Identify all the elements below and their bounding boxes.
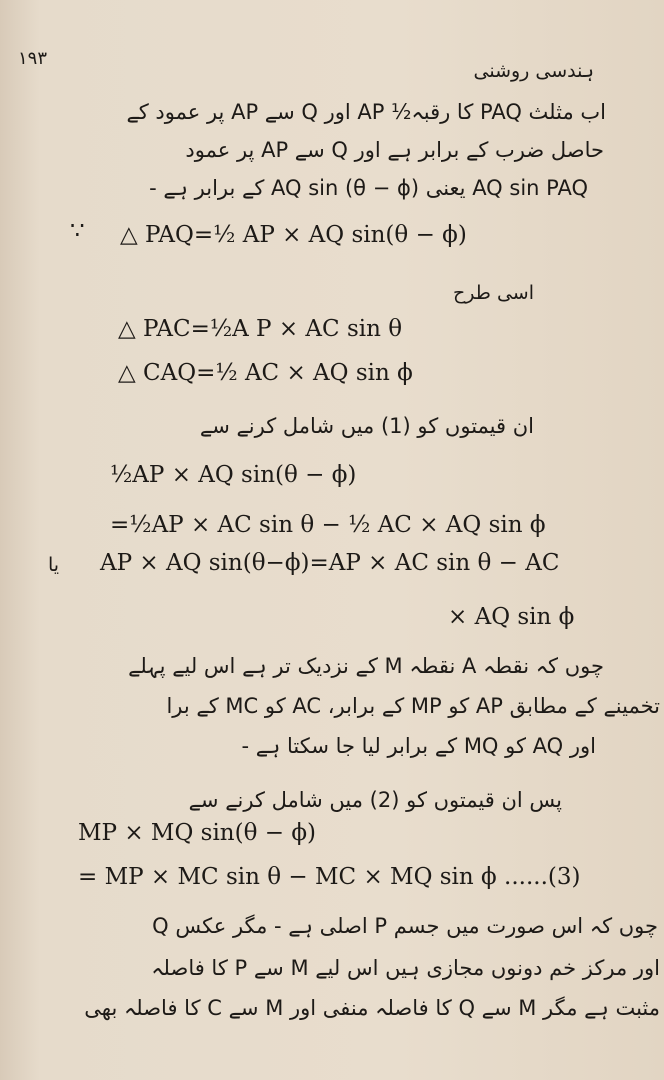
or-label: یا bbox=[48, 554, 60, 576]
paragraph-1-line-1: اب مثلث PAQ کا رقبہ½ AP اور Q سے AP پر عمود کے bbox=[126, 100, 606, 124]
paragraph-3-line-3: مثبت ہے مگر M سے Q کا فاصلہ منفی اور M سے C کا فاصلہ بھی bbox=[84, 996, 660, 1020]
equation-step-3: AP × AQ sin(θ−ϕ)=AP × AC sin θ − AC bbox=[100, 550, 560, 576]
equation-caq: △ CAQ=½ AC × AQ sin ϕ bbox=[118, 360, 413, 386]
equation-pac-total: △ PAQ=½ AP × AQ sin(θ − ϕ) bbox=[120, 222, 467, 248]
equation-step-1: ½AP × AQ sin(θ − ϕ) bbox=[110, 462, 357, 488]
paragraph-1-line-2: حاصل ضرب کے برابر ہے اور Q سے AP پر عمود bbox=[185, 138, 604, 162]
paragraph-2-line-1: چوں کہ نقطہ A نقطہ M کے نزدیک تر ہے اس لیے پہلے bbox=[128, 654, 604, 678]
page-number: ۱۹۳ bbox=[18, 48, 48, 69]
paragraph-2-line-2: تخمینے کے مطابق AP کو MP کے برابر، AC کو MC کے برا bbox=[166, 694, 660, 718]
paragraph-3-line-2: اور مرکز خم دونوں مجازی ہیں اس لیے M سے P کا فاصلہ bbox=[151, 956, 660, 980]
paragraph-3-line-1: چوں کہ اس صورت میں جسم P اصلی ہے - مگر عکس Q bbox=[152, 914, 658, 938]
paragraph-1-line-3: AQ sin PAQ یعنی AQ sin (θ − ϕ) کے برابر ہے - bbox=[149, 176, 588, 200]
paragraph-2-line-3: اور AQ کو MQ کے برابر لیا جا سکتا ہے - bbox=[241, 734, 596, 758]
equation-pac: △ PAC=½A P × AC sin θ bbox=[118, 316, 403, 342]
because-symbol: ∵ bbox=[70, 218, 85, 244]
equation-step-5: = MP × MC sin θ − MC × MQ sin ϕ ......(3) bbox=[78, 864, 581, 890]
substitution-line-1: ان قیمتوں کو (1) میں شامل کرنے سے bbox=[199, 414, 534, 438]
running-title: ہندسی روشنی bbox=[473, 60, 594, 82]
equation-step-2: =½AP × AC sin θ − ½ AC × AQ sin ϕ bbox=[110, 512, 546, 538]
similarly-label: اسی طرح bbox=[453, 282, 534, 304]
substitution-line-2: پس ان قیمتوں کو (2) میں شامل کرنے سے bbox=[188, 788, 562, 812]
equation-step-4: MP × MQ sin(θ − ϕ) bbox=[78, 820, 316, 846]
equation-step-3-continued: × AQ sin ϕ bbox=[448, 604, 575, 630]
